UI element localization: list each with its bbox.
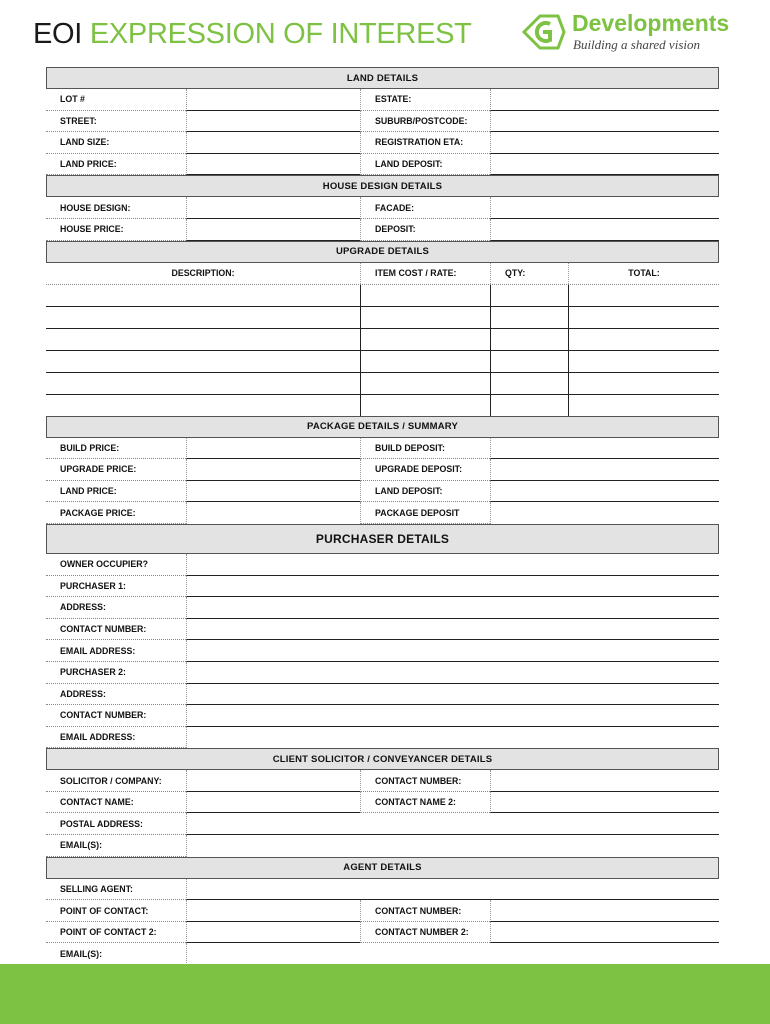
form-row — [46, 576, 719, 598]
registration-eta-field[interactable] — [490, 132, 719, 154]
page-title — [33, 18, 472, 51]
email-address-2-field[interactable] — [186, 727, 719, 749]
purchaser-2-field[interactable] — [186, 662, 719, 684]
land-size-label: LAND SIZE: — [46, 132, 186, 154]
eoi-form — [46, 67, 719, 965]
package-summary-heading: PACKAGE DETAILS / SUMMARY — [46, 416, 719, 438]
upgrade-total-field[interactable] — [568, 329, 719, 350]
lot-field[interactable] — [186, 89, 360, 111]
solicitor-contact-name-label: CONTACT NAME: — [46, 792, 186, 814]
form-row — [46, 111, 719, 133]
email-address-2-label: EMAIL ADDRESS: — [46, 727, 186, 749]
registration-eta-label: REGISTRATION ETA: — [360, 132, 490, 154]
upgrade-qty-field[interactable] — [490, 307, 568, 328]
solicitor-contact-name-field[interactable] — [186, 792, 360, 814]
form-row — [46, 684, 719, 706]
package-land-deposit-label: LAND DEPOSIT: — [360, 481, 490, 503]
owner-occupier-field[interactable] — [186, 554, 719, 576]
form-row — [46, 835, 719, 857]
house-deposit-label: DEPOSIT: — [360, 219, 490, 241]
form-row — [46, 900, 719, 922]
upgrade-row — [46, 351, 719, 373]
agent-contact-number-2-field[interactable] — [490, 922, 719, 944]
upgrade-qty-field[interactable] — [490, 395, 568, 416]
agent-emails-field[interactable] — [186, 943, 719, 965]
email-address-1-field[interactable] — [186, 640, 719, 662]
upgrade-total-field[interactable] — [568, 373, 719, 394]
agent-contact-number-2-label: CONTACT NUMBER 2: — [360, 922, 490, 944]
form-row — [46, 132, 719, 154]
facade-label: FACADE: — [360, 197, 490, 219]
form-row — [46, 662, 719, 684]
suburb-label: SUBURB/POSTCODE: — [360, 111, 490, 133]
solicitor-company-label: SOLICITOR / COMPANY: — [46, 770, 186, 792]
form-row — [46, 879, 719, 901]
upgrade-description-field[interactable] — [46, 307, 360, 328]
address-1-field[interactable] — [186, 597, 719, 619]
postal-address-label: POSTAL ADDRESS: — [46, 813, 186, 835]
purchaser-1-field[interactable] — [186, 576, 719, 598]
form-row — [46, 459, 719, 481]
package-land-deposit-field[interactable] — [490, 481, 719, 503]
upgrade-qty-field[interactable] — [490, 351, 568, 372]
form-row — [46, 438, 719, 460]
land-deposit-field[interactable] — [490, 154, 719, 176]
package-price-field[interactable] — [186, 502, 360, 524]
solicitor-contact-name-2-label: CONTACT NAME 2: — [360, 792, 490, 814]
package-deposit-field[interactable] — [490, 502, 719, 524]
land-price-field[interactable] — [186, 154, 360, 176]
package-deposit-label: PACKAGE DEPOSIT — [360, 502, 490, 524]
house-price-label: HOUSE PRICE: — [46, 219, 186, 241]
upgrade-row — [46, 329, 719, 351]
upgrade-table-header — [46, 263, 719, 285]
form-row — [46, 619, 719, 641]
upgrade-qty-field[interactable] — [490, 285, 568, 306]
qty-column-header: QTY: — [490, 263, 568, 284]
upgrade-cost-field[interactable] — [360, 307, 490, 328]
total-column-header: TOTAL: — [568, 263, 719, 284]
upgrade-details-heading: UPGRADE DETAILS — [46, 241, 719, 263]
land-size-field[interactable] — [186, 132, 360, 154]
agent-contact-number-label: CONTACT NUMBER: — [360, 900, 490, 922]
upgrade-description-field[interactable] — [46, 351, 360, 372]
facade-field[interactable] — [490, 197, 719, 219]
upgrade-row — [46, 307, 719, 329]
upgrade-deposit-field[interactable] — [490, 459, 719, 481]
upgrade-total-field[interactable] — [568, 307, 719, 328]
upgrade-description-field[interactable] — [46, 329, 360, 350]
address-1-label: ADDRESS: — [46, 597, 186, 619]
logo-mark-icon — [518, 12, 566, 52]
street-label: STREET: — [46, 111, 186, 133]
upgrade-qty-field[interactable] — [490, 329, 568, 350]
contact-number-2-field[interactable] — [186, 705, 719, 727]
form-row — [46, 554, 719, 576]
form-row — [46, 89, 719, 111]
form-row — [46, 813, 719, 835]
lot-label: LOT # — [46, 89, 186, 111]
upgrade-cost-field[interactable] — [360, 373, 490, 394]
upgrade-row — [46, 373, 719, 395]
logo-brand: Developments — [572, 10, 730, 36]
form-row — [46, 502, 719, 524]
contact-number-1-field[interactable] — [186, 619, 719, 641]
form-row — [46, 705, 719, 727]
cost-column-header: ITEM COST / RATE: — [360, 263, 490, 284]
house-deposit-field[interactable] — [490, 219, 719, 241]
build-price-label: BUILD PRICE: — [46, 438, 186, 460]
house-price-field[interactable] — [186, 219, 360, 241]
point-of-contact-label: POINT OF CONTACT: — [46, 900, 186, 922]
upgrade-total-field[interactable] — [568, 351, 719, 372]
purchaser-2-label: PURCHASER 2: — [46, 662, 186, 684]
land-deposit-label: LAND DEPOSIT: — [360, 154, 490, 176]
agent-emails-label: EMAIL(S): — [46, 943, 186, 965]
form-row — [46, 922, 719, 944]
solicitor-emails-field[interactable] — [186, 835, 719, 857]
upgrade-description-field[interactable] — [46, 285, 360, 306]
upgrade-total-field[interactable] — [568, 395, 719, 416]
upgrade-price-field[interactable] — [186, 459, 360, 481]
agent-details-heading: AGENT DETAILS — [46, 857, 719, 879]
solicitor-emails-label: EMAIL(S): — [46, 835, 186, 857]
upgrade-description-field[interactable] — [46, 373, 360, 394]
upgrade-cost-field[interactable] — [360, 329, 490, 350]
logo-tagline: Building a shared vision — [573, 37, 700, 52]
contact-number-1-label: CONTACT NUMBER: — [46, 619, 186, 641]
form-row — [46, 481, 719, 503]
contact-number-2-label: CONTACT NUMBER: — [46, 705, 186, 727]
form-row — [46, 219, 719, 241]
point-of-contact-field[interactable] — [186, 900, 360, 922]
owner-occupier-label: OWNER OCCUPIER? — [46, 554, 186, 576]
form-row — [46, 154, 719, 176]
upgrade-cost-field[interactable] — [360, 395, 490, 416]
solicitor-contact-number-field[interactable] — [490, 770, 719, 792]
package-price-label: PACKAGE PRICE: — [46, 502, 186, 524]
house-design-heading: HOUSE DESIGN DETAILS — [46, 175, 719, 197]
build-deposit-label: BUILD DEPOSIT: — [360, 438, 490, 460]
point-of-contact-2-label: POINT OF CONTACT 2: — [46, 922, 186, 944]
upgrade-price-label: UPGRADE PRICE: — [46, 459, 186, 481]
address-2-field[interactable] — [186, 684, 719, 706]
postal-address-field[interactable] — [186, 813, 719, 835]
street-field[interactable] — [186, 111, 360, 133]
build-price-field[interactable] — [186, 438, 360, 460]
form-row — [46, 792, 719, 814]
selling-agent-field[interactable] — [186, 879, 719, 901]
point-of-contact-2-field[interactable] — [186, 922, 360, 944]
land-details-heading: LAND DETAILS — [46, 67, 719, 89]
upgrade-qty-field[interactable] — [490, 373, 568, 394]
estate-field[interactable] — [490, 89, 719, 111]
upgrade-total-field[interactable] — [568, 285, 719, 306]
package-land-price-field[interactable] — [186, 481, 360, 503]
form-row — [46, 727, 719, 749]
solicitor-company-field[interactable] — [186, 770, 360, 792]
title-main: EXPRESSION OF INTEREST — [89, 18, 472, 50]
upgrade-description-field[interactable] — [46, 395, 360, 416]
title-prefix: EOI — [33, 18, 83, 50]
upgrade-row — [46, 285, 719, 307]
footer-bar — [0, 964, 770, 1024]
form-row — [46, 640, 719, 662]
house-design-label: HOUSE DESIGN: — [46, 197, 186, 219]
solicitor-contact-name-2-field[interactable] — [490, 792, 719, 814]
house-design-field[interactable] — [186, 197, 360, 219]
solicitor-contact-number-label: CONTACT NUMBER: — [360, 770, 490, 792]
company-logo — [518, 10, 753, 58]
purchaser-details-heading: PURCHASER DETAILS — [46, 524, 719, 554]
description-column-header: DESCRIPTION: — [171, 268, 235, 279]
upgrade-cost-field[interactable] — [360, 285, 490, 306]
upgrade-row — [46, 395, 719, 416]
upgrade-cost-field[interactable] — [360, 351, 490, 372]
form-row — [46, 597, 719, 619]
land-price-label: LAND PRICE: — [46, 154, 186, 176]
estate-label: ESTATE: — [360, 89, 490, 111]
form-row — [46, 197, 719, 219]
build-deposit-field[interactable] — [490, 438, 719, 460]
selling-agent-label: SELLING AGENT: — [46, 879, 186, 901]
package-land-price-label: LAND PRICE: — [46, 481, 186, 503]
solicitor-details-heading: CLIENT SOLICITOR / CONVEYANCER DETAILS — [46, 748, 719, 770]
email-address-1-label: EMAIL ADDRESS: — [46, 640, 186, 662]
form-row — [46, 943, 719, 965]
upgrade-deposit-label: UPGRADE DEPOSIT: — [360, 459, 490, 481]
address-2-label: ADDRESS: — [46, 684, 186, 706]
purchaser-1-label: PURCHASER 1: — [46, 576, 186, 598]
agent-contact-number-field[interactable] — [490, 900, 719, 922]
suburb-field[interactable] — [490, 111, 719, 133]
form-row — [46, 770, 719, 792]
